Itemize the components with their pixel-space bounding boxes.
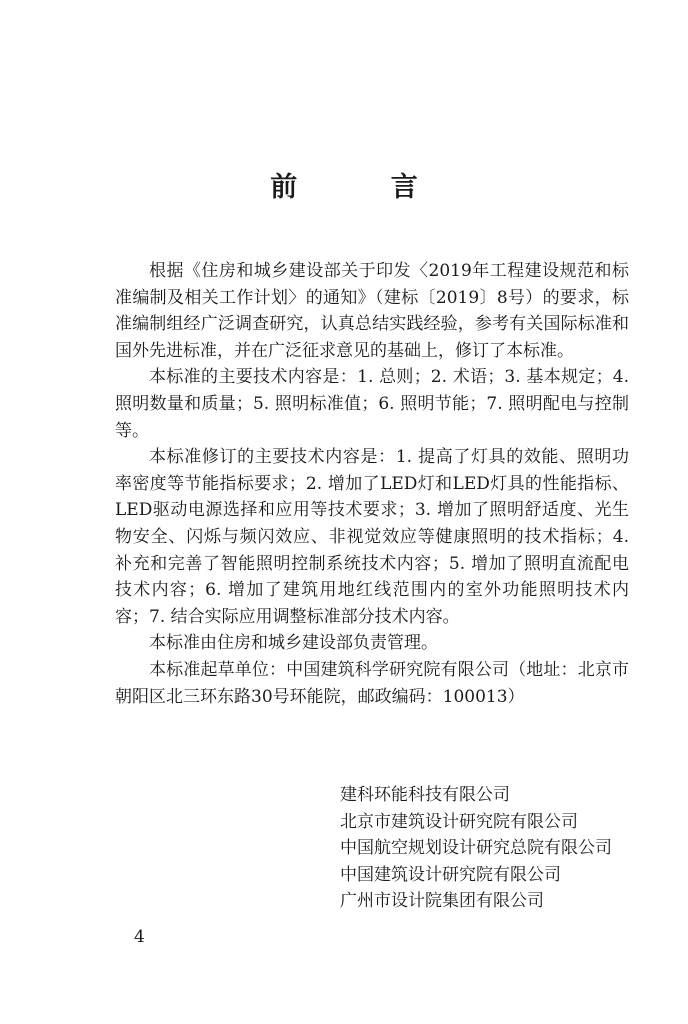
list-item: 建科环能科技有限公司 xyxy=(340,785,510,805)
page-number: 4 xyxy=(134,927,145,947)
preface-body xyxy=(115,258,629,710)
page-title: 前 言 xyxy=(270,172,460,203)
list-item: 中国航空规划设计研究总院有限公司 xyxy=(340,838,612,859)
paragraph-drafting-unit: 本标准起草单位：中国建筑科学研究院有限公司（地址：北京市朝阳区北三环东路30号环能院，邮政编码：100013） xyxy=(115,659,629,707)
drafting-units-list xyxy=(340,782,640,915)
paragraph-management: 本标准由住房和城乡建设部负责管理。 xyxy=(149,633,438,654)
paragraph-revision-content: 本标准修订的主要技术内容是：1. 提高了灯具的效能、照明功率密度等节能指标要求；2. 增加了LED灯和LED灯具的性能指标、LED驱动电源选择和应用等技术要求；3. 增加了照明舒适度、光生物安全、闪烁与频闪效应、非视觉效应等健康照明的技术指标；4. 补充和完善了智能照明控制系统技术内容；5. 增加了照明直流配电技术内容；6. 增加了建筑用地红线范围内的室外功能照明技术内容；7. 结合实际应用调整标准部分技术内容。 xyxy=(115,447,629,627)
paragraph-main-content: 本标准的主要技术内容是：1. 总则；2. 术语；3. 基本规定；4. 照明数量和质量；5. 照明标准值；6. 照明节能；7. 照明配电与控制等。 xyxy=(115,367,629,441)
paragraph-basis: 根据《住房和城乡建设部关于印发〈2019年工程建设规范和标准编制及相关工作计划〉的通知》（建标〔2019〕8号）的要求，标准编制组经广泛调查研究，认真总结实践经验，参考有关国际标准和国外先进标准，并在广泛征求意见的基础上，修订了本标准。 xyxy=(115,261,629,361)
list-item: 北京市建筑设计研究院有限公司 xyxy=(340,811,578,832)
list-item: 中国建筑设计研究院有限公司 xyxy=(340,864,561,885)
list-item: 广州市设计院集团有限公司 xyxy=(340,891,544,912)
